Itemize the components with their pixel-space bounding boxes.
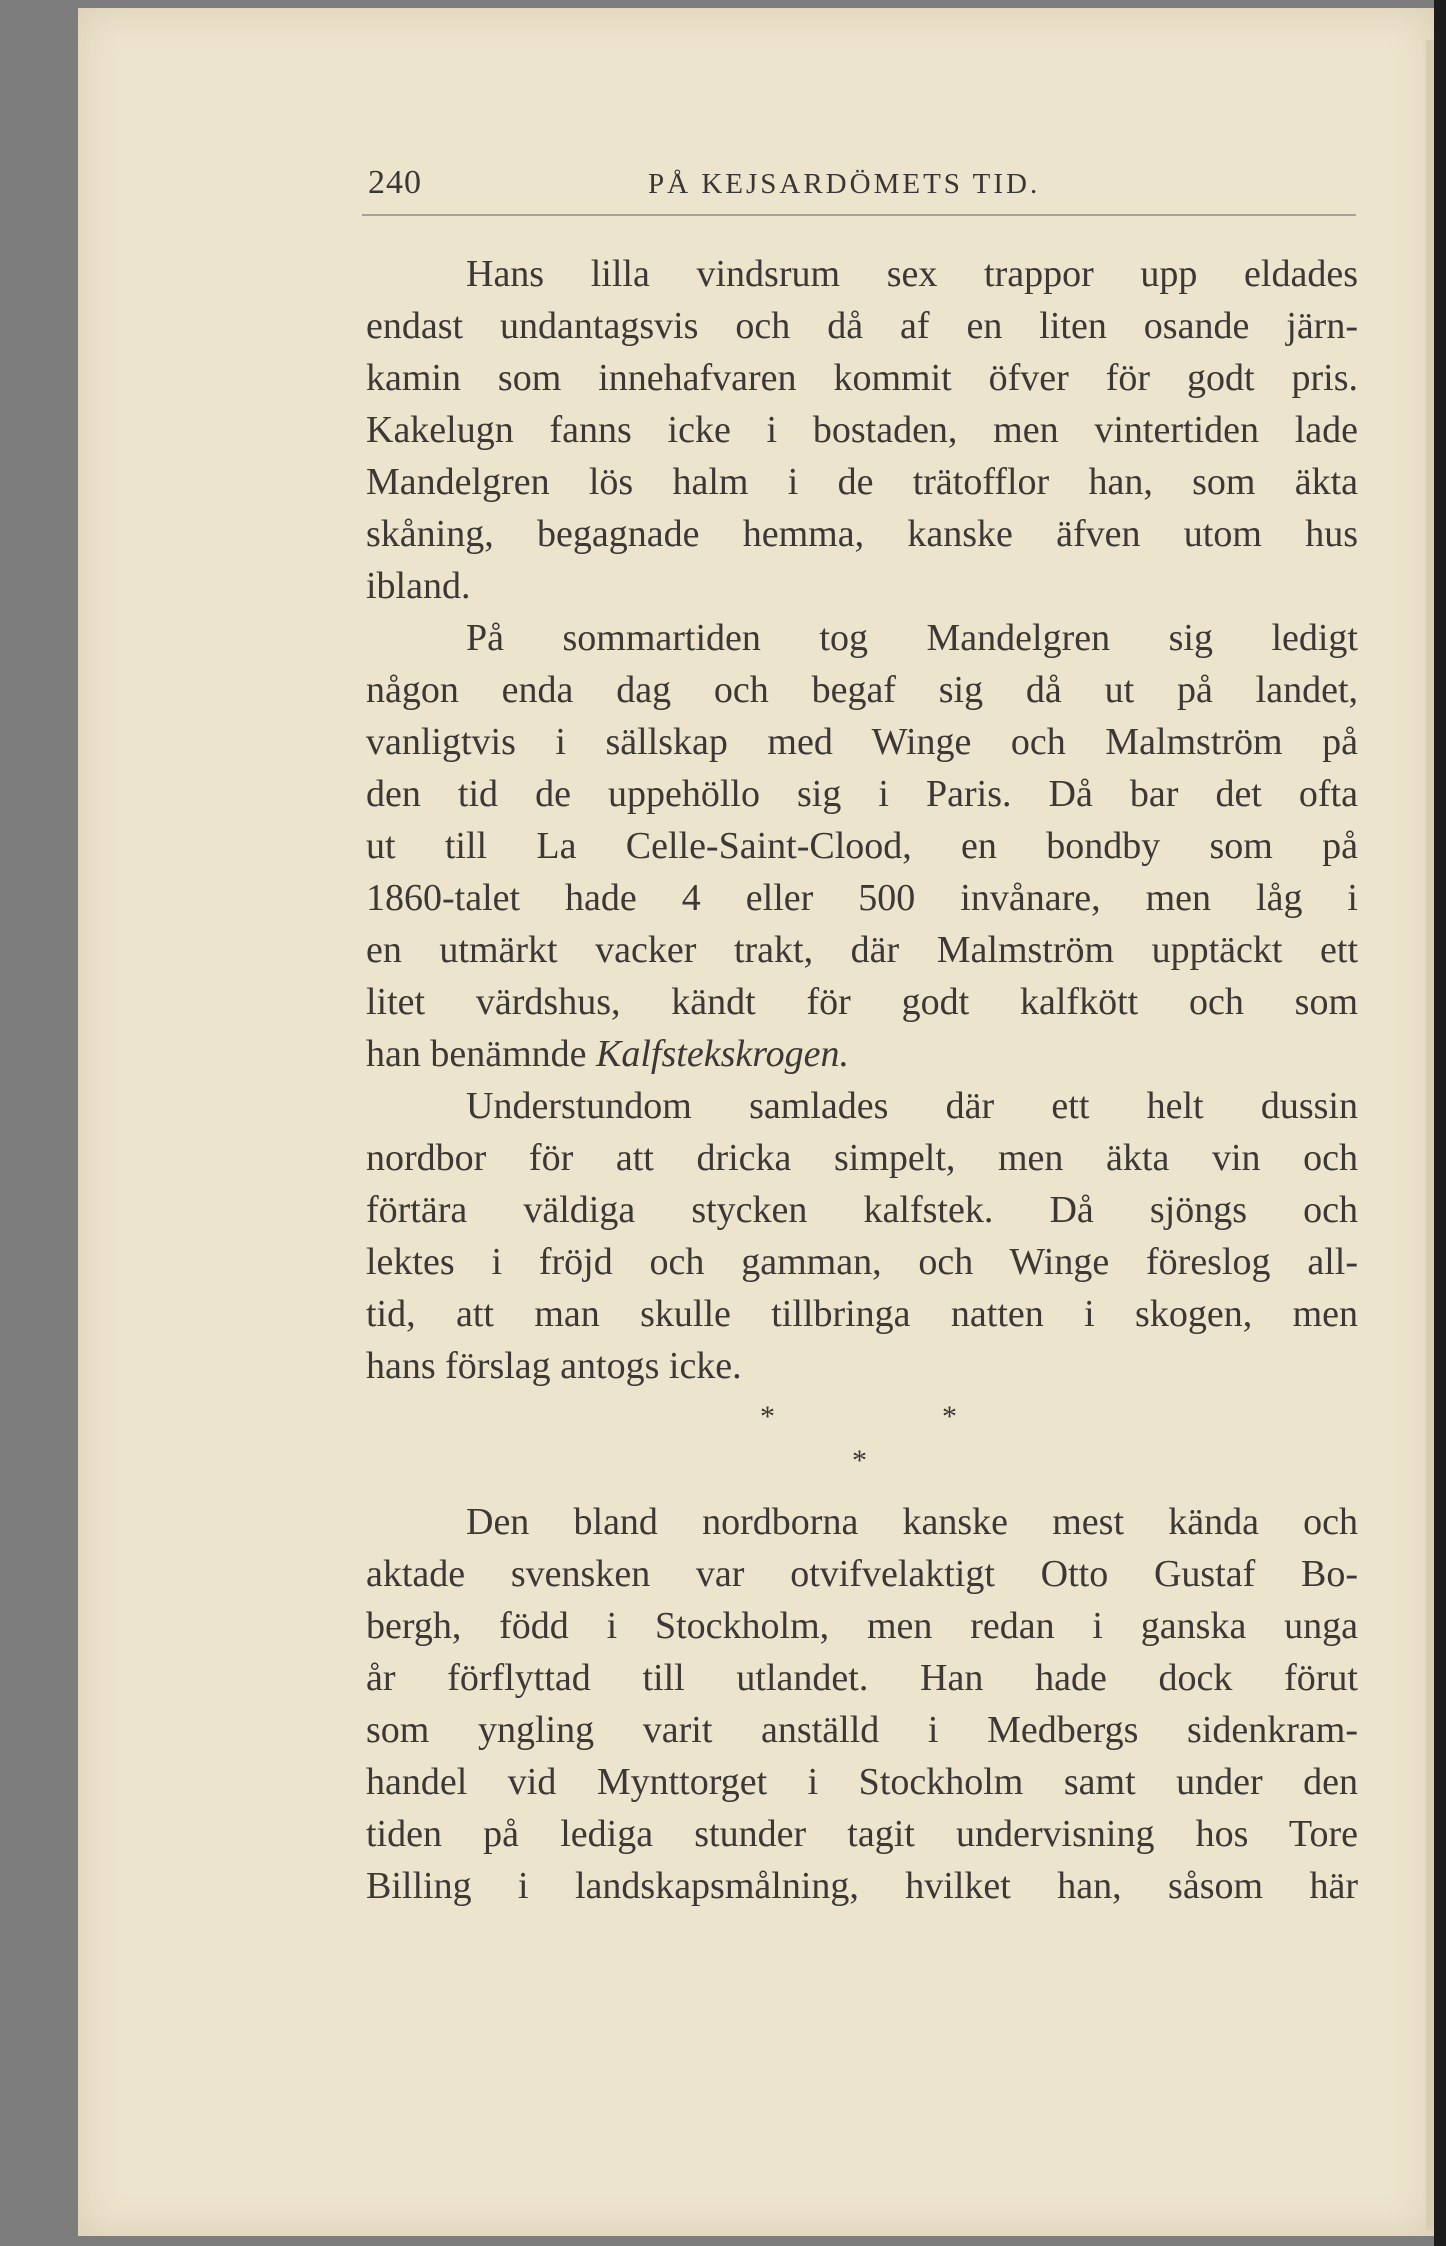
text-line: Mandelgren lös halm i de trätofflor han, som äkta bbox=[366, 461, 1358, 503]
text-line: förtära väldiga stycken kalfstek. Då sjöngs och bbox=[366, 1189, 1358, 1231]
text-line: ibland. bbox=[366, 565, 471, 607]
text-line: aktade svensken var otvifvelaktigt Otto Gustaf Bo- bbox=[366, 1553, 1358, 1595]
text-line bbox=[366, 1028, 1358, 1080]
text-line: Den bland nordborna kanske mest kända och bbox=[466, 1501, 1358, 1543]
text-line: som yngling varit anställd i Medbergs sidenkram- bbox=[366, 1709, 1358, 1751]
paragraph-4 bbox=[366, 1496, 1358, 1912]
text-line: lektes i fröjd och gamman, och Winge föreslog all- bbox=[366, 1241, 1358, 1283]
text-line: en utmärkt vacker trakt, där Malmström upptäckt ett bbox=[366, 929, 1358, 971]
scan-border bbox=[1434, 0, 1446, 2246]
paragraph-1 bbox=[366, 248, 1358, 612]
text-line: Billing i landskapsmålning, hvilket han, såsom här bbox=[366, 1865, 1358, 1907]
text-line: vanligtvis i sällskap med Winge och Malmström på bbox=[366, 721, 1358, 763]
running-title: PÅ KEJSARDÖMETS TID. bbox=[648, 168, 1041, 200]
section-break-asterism bbox=[366, 1392, 1358, 1496]
text-line: Understundom samlades där ett helt dussin bbox=[466, 1085, 1358, 1127]
text-line: kamin som innehafvaren kommit öfver för godt pris. bbox=[366, 357, 1358, 399]
text-line: hans förslag antogs icke. bbox=[366, 1345, 742, 1387]
paragraph-2 bbox=[366, 612, 1358, 1080]
text-line: handel vid Mynttorget i Stockholm samt under den bbox=[366, 1761, 1358, 1803]
header-rule bbox=[362, 214, 1356, 216]
text-line: någon enda dag och begaf sig då ut på landet, bbox=[366, 669, 1358, 711]
text-line: 1860-talet hade 4 eller 500 invånare, men låg i bbox=[366, 877, 1358, 919]
text-line: tid, att man skulle tillbringa natten i skogen, men bbox=[366, 1293, 1358, 1335]
text-line: tiden på lediga stunder tagit undervisning hos Tore bbox=[366, 1813, 1358, 1855]
paragraph-3 bbox=[366, 1080, 1358, 1392]
text-line: Hans lilla vindsrum sex trappor upp eldades bbox=[466, 253, 1358, 295]
asterisk: * bbox=[760, 1400, 775, 1433]
body-text bbox=[366, 248, 1358, 1912]
text-line: endast undantagsvis och då af en liten osande järn- bbox=[366, 305, 1358, 347]
text-line: den tid de uppehöllo sig i Paris. Då bar det ofta bbox=[366, 773, 1358, 815]
text-line: bergh, född i Stockholm, men redan i ganska unga bbox=[366, 1605, 1358, 1647]
page-edge bbox=[1426, 40, 1434, 2230]
text-line: ut till La Celle-Saint-Clood, en bondby som på bbox=[366, 825, 1358, 867]
page-number: 240 bbox=[368, 164, 422, 201]
text-line: nordbor för att dricka simpelt, men äkta vin och bbox=[366, 1137, 1358, 1179]
asterisk: * bbox=[852, 1444, 867, 1477]
text-line: år förflyttad till utlandet. Han hade dock förut bbox=[366, 1657, 1358, 1699]
text-line: På sommartiden tog Mandelgren sig ledigt bbox=[466, 617, 1358, 659]
text-segment: han benämnde bbox=[366, 1033, 597, 1075]
text-line: skåning, begagnade hemma, kanske äfven utom hus bbox=[366, 513, 1358, 555]
page-header bbox=[368, 164, 1368, 210]
text-line: litet värdshus, kändt för godt kalfkött och som bbox=[366, 981, 1358, 1023]
asterisk: * bbox=[942, 1400, 957, 1433]
inn-name-italic: Kalfstekskrogen. bbox=[596, 1033, 849, 1075]
text-line: Kakelugn fanns icke i bostaden, men vintertiden lade bbox=[366, 409, 1358, 451]
